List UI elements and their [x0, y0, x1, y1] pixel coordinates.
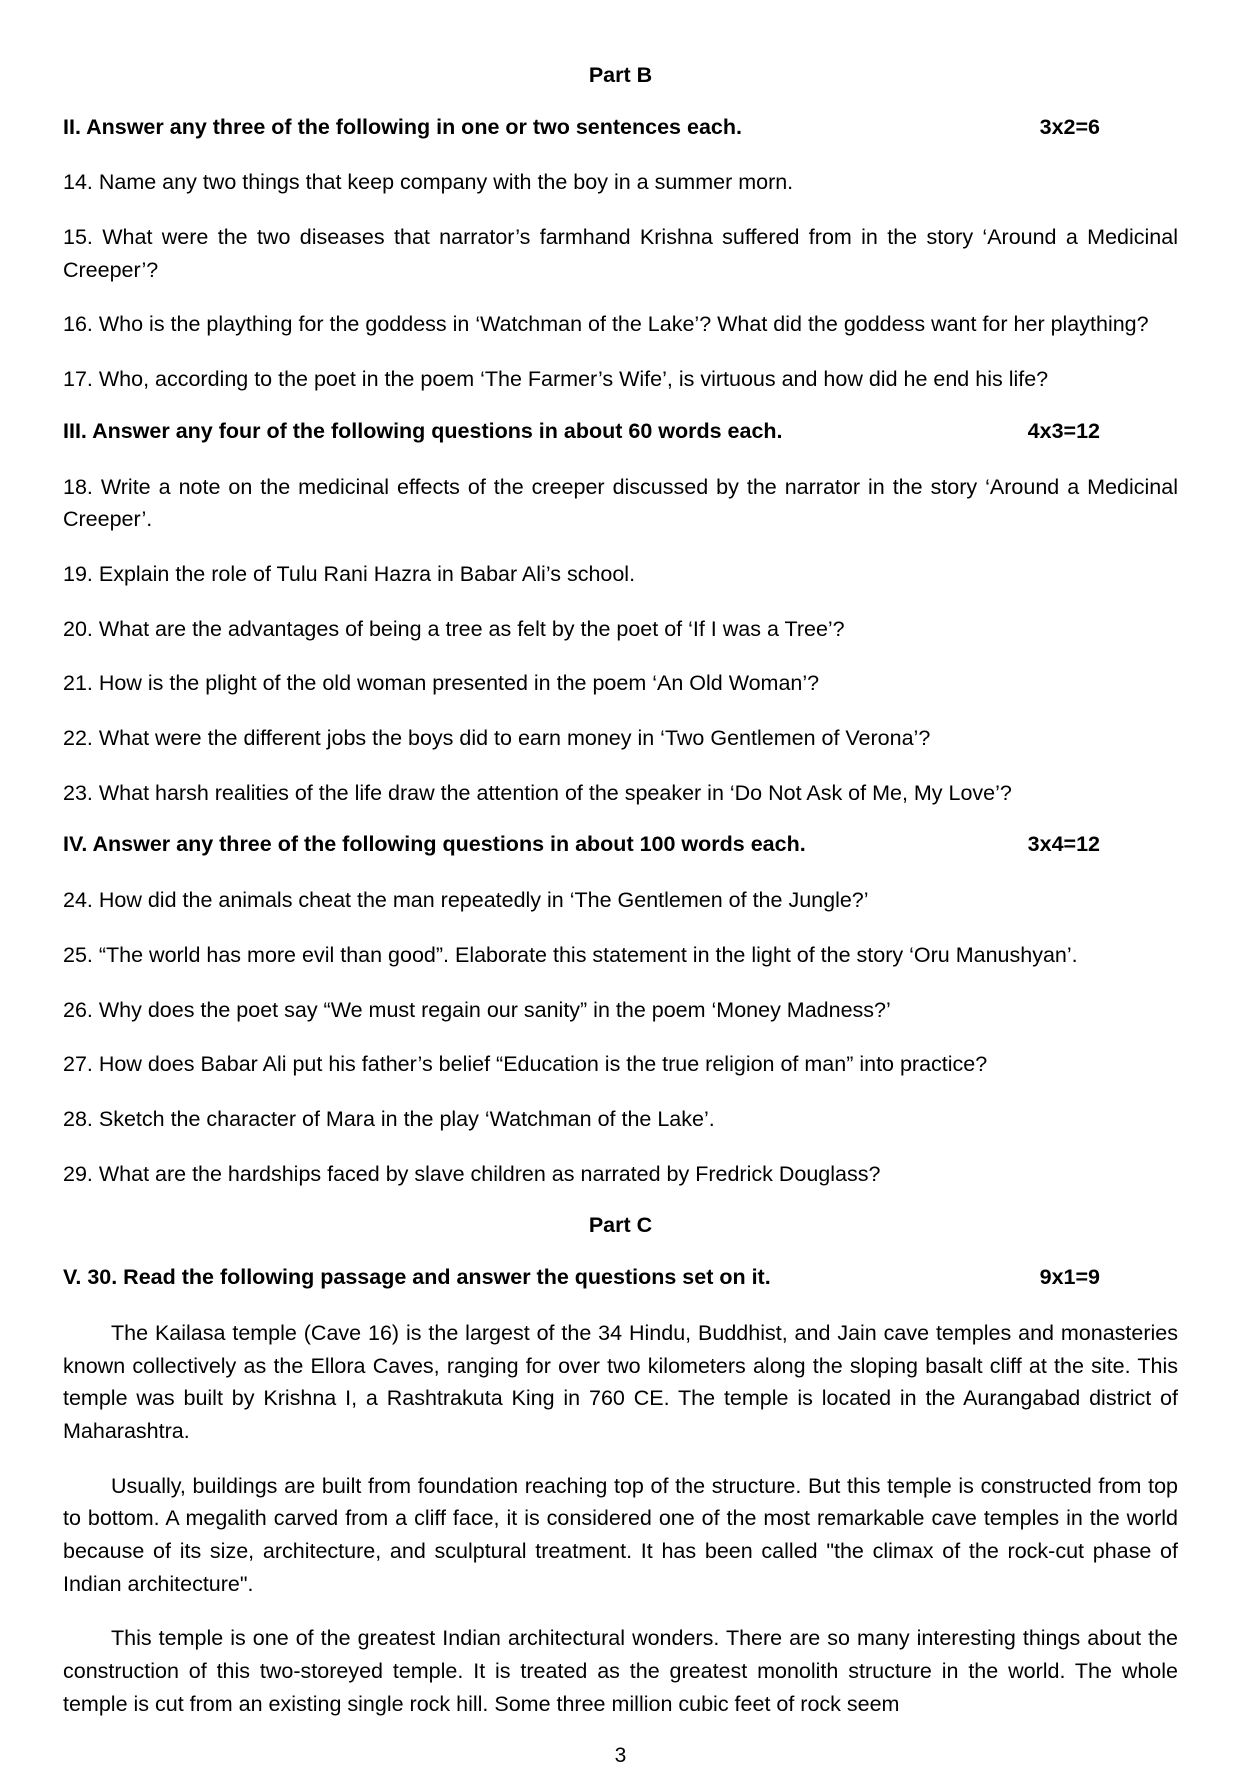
section-iv-title: IV. Answer any three of the following questions in about 100 words each.	[63, 832, 806, 857]
question-21: 21. How is the plight of the old woman presented in the poem ‘An Old Woman’?	[63, 671, 820, 696]
question-23: 23. What harsh realities of the life draw the attention of the speaker in ‘Do Not Ask of Me, My Love’?	[63, 780, 1012, 805]
page-number: 3	[614, 1744, 627, 1768]
section-heading-ii	[63, 114, 1178, 142]
section-heading-v	[63, 1264, 1178, 1292]
section-heading-iv	[63, 831, 1178, 859]
question-20: 20. What are the advantages of being a tree as felt by the poet of ‘If I was a Tree’?	[63, 616, 845, 641]
question-19: 19. Explain the role of Tulu Rani Hazra in Babar Ali’s school.	[63, 562, 636, 587]
question-15: 15. What were the two diseases that narrator’s farmhand Krishna suffered from in the story ‘Around a Medicinal Creeper’?	[63, 225, 1178, 282]
section-ii-title: II. Answer any three of the following in one or two sentences each.	[63, 114, 742, 139]
section-ii-marks: 3x2=6	[1039, 114, 1100, 139]
question-26: 26. Why does the poet say “We must regain our sanity” in the poem ‘Money Madness?’	[63, 997, 891, 1022]
section-v-title: V. 30. Read the following passage and answer the questions set on it.	[63, 1264, 771, 1289]
question-16: 16. Who is the plaything for the goddess in ‘Watchman of the Lake’? What did the goddess want for her plaything?	[63, 312, 1149, 337]
question-25: 25. “The world has more evil than good”. Elaborate this statement in the light of the story ‘Oru Manushyan’.	[63, 943, 1078, 968]
question-17: 17. Who, according to the poet in the poem ‘The Farmer’s Wife’, is virtuous and how did he end his life?	[63, 367, 1049, 392]
part-b-heading: Part B	[588, 63, 653, 87]
part-c-heading: Part C	[588, 1213, 653, 1238]
passage-paragraph-2: Usually, buildings are built from foundation reaching top of the structure. But this temple is constructed from top to bottom. A megalith carved from a cliff face, it is considered one of the most remarkable cave temples in the world because of its size, architecture, and sculptural treatment. It has been called "the climax of the rock-cut phase of Indian architecture".	[63, 1473, 1178, 1596]
section-iii-marks: 4x3=12	[1027, 418, 1100, 443]
passage-paragraph-3: This temple is one of the greatest Indian architectural wonders. There are so many interesting things about the construction of this two-storeyed temple. It is treated as the greatest monolith structure in the world. The whole temple is cut from an existing single rock hill. Some three million cubic feet of rock seem	[63, 1626, 1178, 1716]
question-22: 22. What were the different jobs the boys did to earn money in ‘Two Gentlemen of Verona’?	[63, 726, 931, 751]
question-29: 29. What are the hardships faced by slave children as narrated by Fredrick Douglass?	[63, 1161, 881, 1186]
question-28: 28. Sketch the character of Mara in the play ‘Watchman of the Lake’.	[63, 1107, 715, 1132]
question-14: 14. Name any two things that keep company with the boy in a summer morn.	[63, 170, 794, 195]
question-24: 24. How did the animals cheat the man repeatedly in ‘The Gentlemen of the Jungle?’	[63, 888, 869, 913]
page-content	[63, 62, 1178, 1770]
section-iv-marks: 3x4=12	[1027, 832, 1100, 857]
passage-paragraph-1: The Kailasa temple (Cave 16) is the largest of the 34 Hindu, Buddhist, and Jain cave temples and monasteries known collectively as the Ellora Caves, ranging for over two kilometers along the sloping basalt cliff at the site. This temple was built by Krishna I, a Rashtrakuta King in 760 CE. The temple is located in the Aurangabad district of Maharashtra.	[63, 1320, 1178, 1443]
section-heading-iii	[63, 418, 1178, 446]
section-v-marks: 9x1=9	[1039, 1264, 1100, 1289]
question-18: 18. Write a note on the medicinal effects of the creeper discussed by the narrator in the story ‘Around a Medicinal Creeper’.	[63, 474, 1178, 532]
question-27: 27. How does Babar Ali put his father’s belief “Education is the true religion of man” into practice?	[63, 1052, 988, 1077]
section-iii-title: III. Answer any four of the following questions in about 60 words each.	[63, 418, 783, 443]
